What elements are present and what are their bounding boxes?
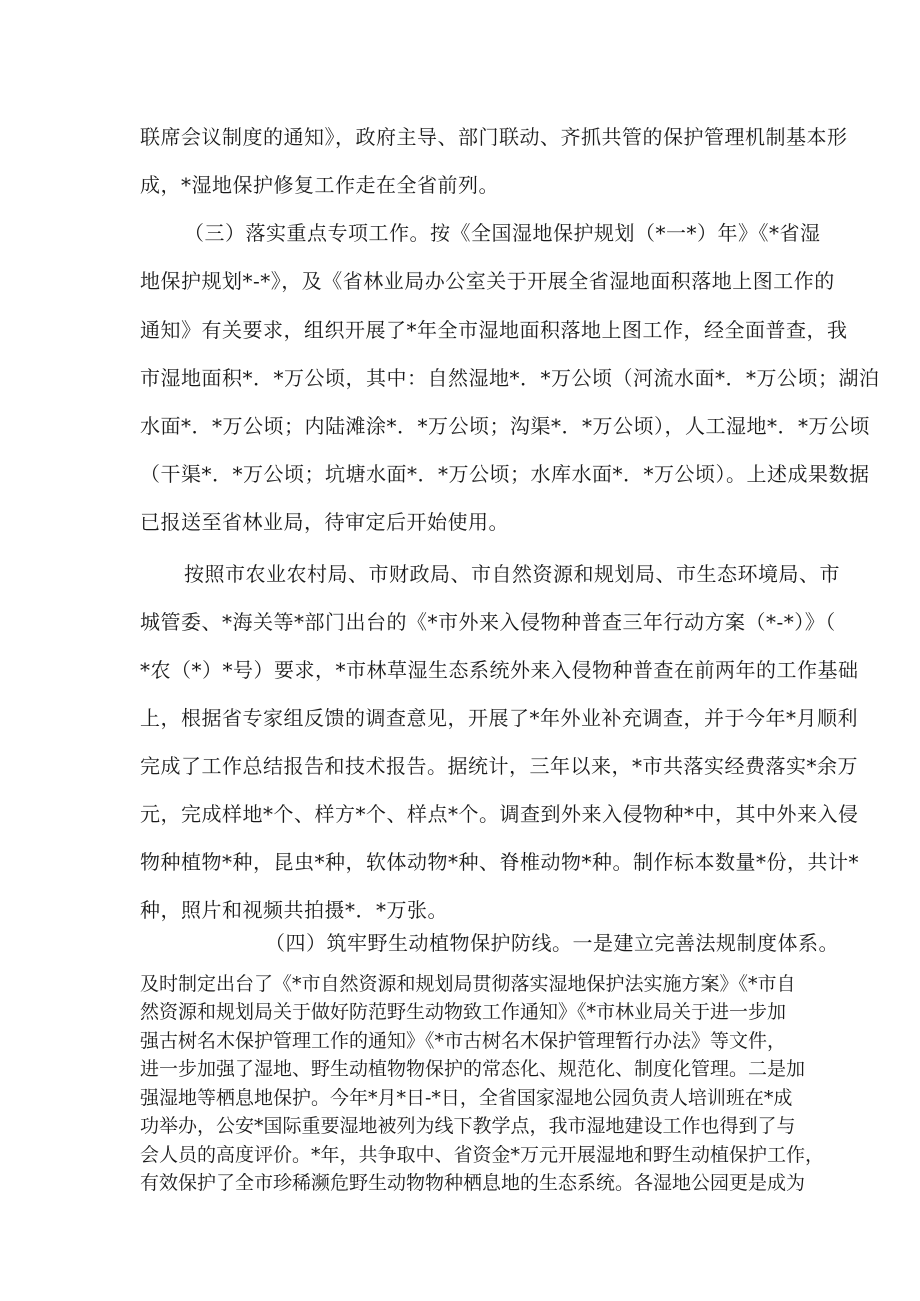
paragraph-3-line-2: 城管委、*海关等*部门出台的《*市外来入侵物种普查三年行动方案（*-*）》（ xyxy=(140,610,836,634)
paragraph-5-line-7: 会人员的高度评价。*年，共争取中、省资金*万元开展湿地和野生动植保护工作， xyxy=(140,1144,825,1166)
paragraph-5-line-2: 然资源和规划局关于做好防范野生动物致工作通知》《*市林业局关于进一步加 xyxy=(140,1001,787,1023)
section-4-heading: （四）筑牢野生动植物保护防线。一是建立完善法规制度体系。 xyxy=(265,931,839,955)
paragraph-3-line-6: 元，完成样地*个、样方*个、样点*个。调查到外来入侵物种*中，其中外来入侵 xyxy=(140,802,859,826)
paragraph-5-line-3: 强古树名木保护管理工作的通知》《*市古树名木保护管理暂行办法》等文件， xyxy=(140,1030,787,1052)
paragraph-2-line-2: 地保护规划*-*》，及《省林业局办公室关于开展全省湿地面积落地上图工作的 xyxy=(140,269,835,293)
paragraph-5-line-6: 功举办，公安*国际重要湿地被列为线下教学点，我市湿地建设工作也得到了与 xyxy=(140,1115,796,1137)
paragraph-3-line-7: 物种植物*种，昆虫*种，软体动物*种、脊椎动物*种。制作标本数量*份，共计* xyxy=(140,850,859,874)
paragraph-2-line-7: 已报送至省林业局，待审定后开始使用。 xyxy=(140,510,509,534)
paragraph-5-line-1: 及时制定出台了《*市自然资源和规划局贯彻落实湿地保护法实施方案》《*市自 xyxy=(140,973,796,995)
paragraph-3-line-3: *农（*）*号）要求，*市林草湿生态系统外来入侵物种普查在前两年的工作基础 xyxy=(140,658,859,682)
paragraph-2-line-6: （干渠*．*万公顷；坑塘水面*．*万公顷；水库水面*．*万公顷）。上述成果数据 xyxy=(140,462,870,486)
paragraph-2-line-5: 水面*．*万公顷；内陆滩涂*．*万公顷；沟渠*．*万公顷），人工湿地*．*万公顷 xyxy=(140,414,870,438)
paragraph-2-line-3: 通知》有关要求，组织开展了*年全市湿地面积落地上图工作，经全面普查，我 xyxy=(140,318,848,342)
paragraph-5-line-5: 强湿地等栖息地保护。今年*月*日-*日，全省国家湿地公园负责人培训班在*成 xyxy=(140,1087,793,1109)
paragraph-3-line-1: 按照市农业农村局、市财政局、市自然资源和规划局、市生态环境局、市 xyxy=(184,562,840,586)
paragraph-2-line-1: （三）落实重点专项工作。按《全国湿地保护规划（*一*）年》《*省湿 xyxy=(184,221,821,245)
paragraph-2-line-4: 市湿地面积*．*万公顷，其中：自然湿地*．*万公顷（河流水面*．*万公顷；湖泊 xyxy=(140,366,880,390)
paragraph-1-line-2: 成，*湿地保护修复工作走在全省前列。 xyxy=(140,173,499,197)
paragraph-5-line-4: 进一步加强了湿地、野生动植物物保护的常态化、规范化、制度化管理。二是加 xyxy=(140,1058,806,1080)
paragraph-5-line-8: 有效保护了全市珍稀濒危野生动物物种栖息地的生态系统。各湿地公园更是成为 xyxy=(140,1172,806,1194)
paragraph-3-line-8: 种，照片和视频共拍摄*．*万张。 xyxy=(140,898,448,922)
paragraph-1-line-1: 联席会议制度的通知》，政府主导、部门联动、齐抓共管的保护管理机制基本形 xyxy=(140,125,848,149)
paragraph-3-line-4: 上，根据省专家组反馈的调查意见，开展了*年外业补充调查，并于今年*月顺利 xyxy=(140,706,858,730)
paragraph-3-line-5: 完成了工作总结报告和技术报告。据统计，三年以来，*市共落实经费落实*余万 xyxy=(140,754,858,778)
